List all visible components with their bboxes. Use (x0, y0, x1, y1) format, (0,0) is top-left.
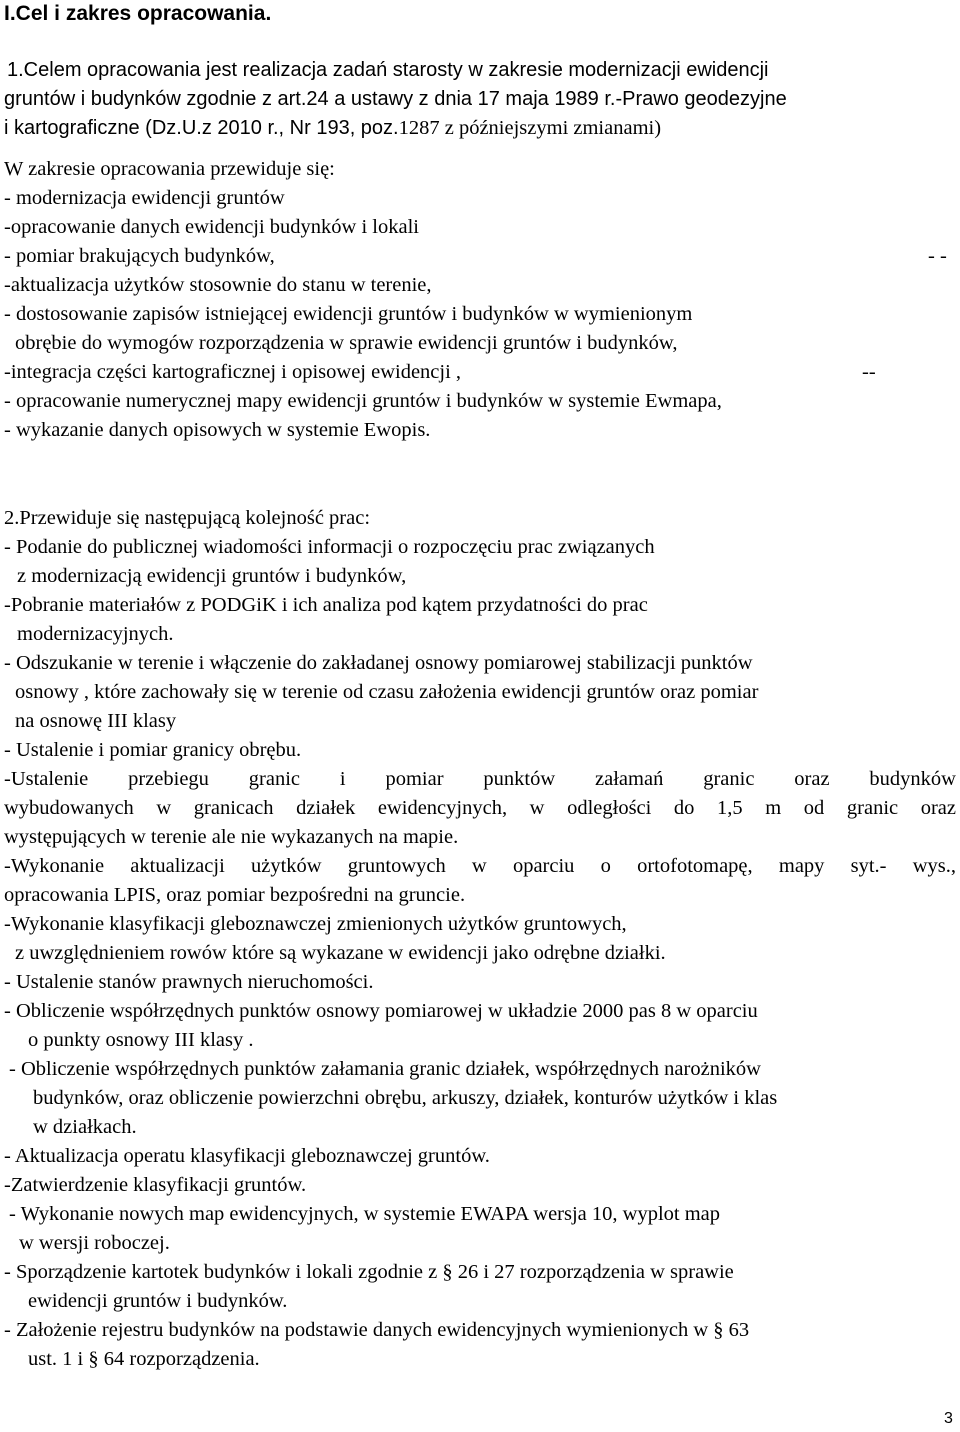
dash-mark: - - (928, 245, 947, 267)
scope-item: -aktualizacja użytków stosownie do stanu w terenie, (4, 274, 432, 296)
work-item-cont: budynków, oraz obliczenie powierzchni obrębu, arkuszy, działek, konturów użytków i klas (33, 1087, 778, 1109)
work-item-cont: ust. 1 i § 64 rozporządzenia. (28, 1348, 260, 1370)
work-item: -Pobranie materiałów z PODGiK i ich analiza pod kątem przydatności do prac (4, 594, 648, 616)
work-item: - Aktualizacja operatu klasyfikacji gleboznawczej gruntów. (4, 1145, 490, 1167)
work-item-cont: wybudowanych w granicach działek ewidencyjnych, w odległości do 1,5 m od granic oraz (4, 797, 956, 819)
section-heading: I.Cel i zakres opracowania. (4, 2, 272, 25)
scope-item: -opracowanie danych ewidencji budynków i lokali (4, 216, 419, 238)
intro-line-3 (4, 114, 661, 143)
work-item: -Ustalenie przebiegu granic i pomiar punktów załamań granic oraz budynków (4, 768, 956, 790)
scope-item: obrębie do wymogów rozporządzenia w sprawie ewidencji gruntów i budynków, (15, 332, 678, 354)
work-item: - Ustalenie stanów prawnych nieruchomości. (4, 971, 374, 993)
work-item: - Podanie do publicznej wiadomości informacji o rozpoczęciu prac związanych (4, 536, 655, 558)
work-item-cont: w wersji roboczej. (19, 1232, 170, 1254)
dash-mark: -- (862, 361, 876, 383)
work-item-cont: osnowy , które zachowały się w terenie od czasu założenia ewidencji gruntów oraz pomiar (15, 681, 759, 703)
work-item-cont: ewidencji gruntów i budynków. (28, 1290, 288, 1312)
work-item: - Ustalenie i pomiar granicy obrębu. (4, 739, 302, 761)
scope-intro: W zakresie opracowania przewiduje się: (4, 158, 335, 180)
work-item: - Obliczenie współrzędnych punktów osnowy pomiarowej w układzie 2000 pas 8 w oparciu (4, 1000, 758, 1022)
work-item-cont: na osnowę III klasy (15, 710, 177, 732)
work-item: - Sporządzenie kartotek budynków i lokali zgodnie z § 26 i 27 rozporządzenia w sprawie (4, 1261, 734, 1283)
intro-line-2: gruntów i budynków zgodnie z art.24 a ustawy z dnia 17 maja 1989 r.-Prawo geodezyjne (4, 88, 787, 110)
work-item-cont: z uwzględnieniem rowów które są wykazane w ewidencji jako odrębne działki. (15, 942, 666, 964)
scope-item: -integracja części kartograficznej i opisowej ewidencji , (4, 361, 462, 383)
work-item: - Obliczenie współrzędnych punktów załamania granic działek, współrzędnych narożników (9, 1058, 761, 1080)
work-item-cont: występujących w terenie ale nie wykazanych na mapie. (4, 826, 459, 848)
scope-item: - opracowanie numerycznej mapy ewidencji gruntów i budynków w systemie Ewmapa, (4, 390, 722, 412)
work-item: - Odszukanie w terenie i włączenie do zakładanej osnowy pomiarowej stabilizacji punktów (4, 652, 753, 674)
work-item-cont: modernizacyjnych. (17, 623, 174, 645)
work-item-cont: o punkty osnowy III klasy . (28, 1029, 254, 1051)
page-number: 3 (944, 1410, 953, 1427)
work-item: -Zatwierdzenie klasyfikacji gruntów. (4, 1174, 307, 1196)
intro-line-1: 1.Celem opracowania jest realizacja zadań starosty w zakresie modernizacji ewidencji (7, 59, 769, 81)
work-item-cont: opracowania LPIS, oraz pomiar bezpośredni na gruncie. (4, 884, 466, 906)
work-item: - Wykonanie nowych map ewidencyjnych, w systemie EWAPA wersja 10, wyplot map (9, 1203, 721, 1225)
scope-item: - dostosowanie zapisów istniejącej ewidencji gruntów i budynków w wymienionym (4, 303, 693, 325)
work-item-cont: w działkach. (33, 1116, 137, 1138)
work-item: -Wykonanie klasyfikacji gleboznawczej zmienionych użytków gruntowych, (4, 913, 627, 935)
work-item: - Założenie rejestru budynków na podstawie danych ewidencyjnych wymienionych w § 63 (4, 1319, 750, 1341)
scope-item: - wykazanie danych opisowych w systemie Ewopis. (4, 419, 431, 441)
scope-item: - pomiar brakujących budynków, (4, 245, 275, 267)
intro-line-3-serif: 1287 z późniejszymi zmianami) (398, 117, 662, 139)
work-item: -Wykonanie aktualizacji użytków gruntowych w oparciu o ortofotomapę, mapy syt.- wys., (4, 855, 956, 877)
scope-item: - modernizacja ewidencji gruntów (4, 187, 285, 209)
section2-title: 2.Przewiduje się następującą kolejność prac: (4, 507, 371, 529)
work-item-cont: z modernizacją ewidencji gruntów i budynków, (17, 565, 407, 587)
intro-line-3-sans: i kartograficzne (Dz.U.z 2010 r., Nr 193, poz. (4, 117, 399, 139)
